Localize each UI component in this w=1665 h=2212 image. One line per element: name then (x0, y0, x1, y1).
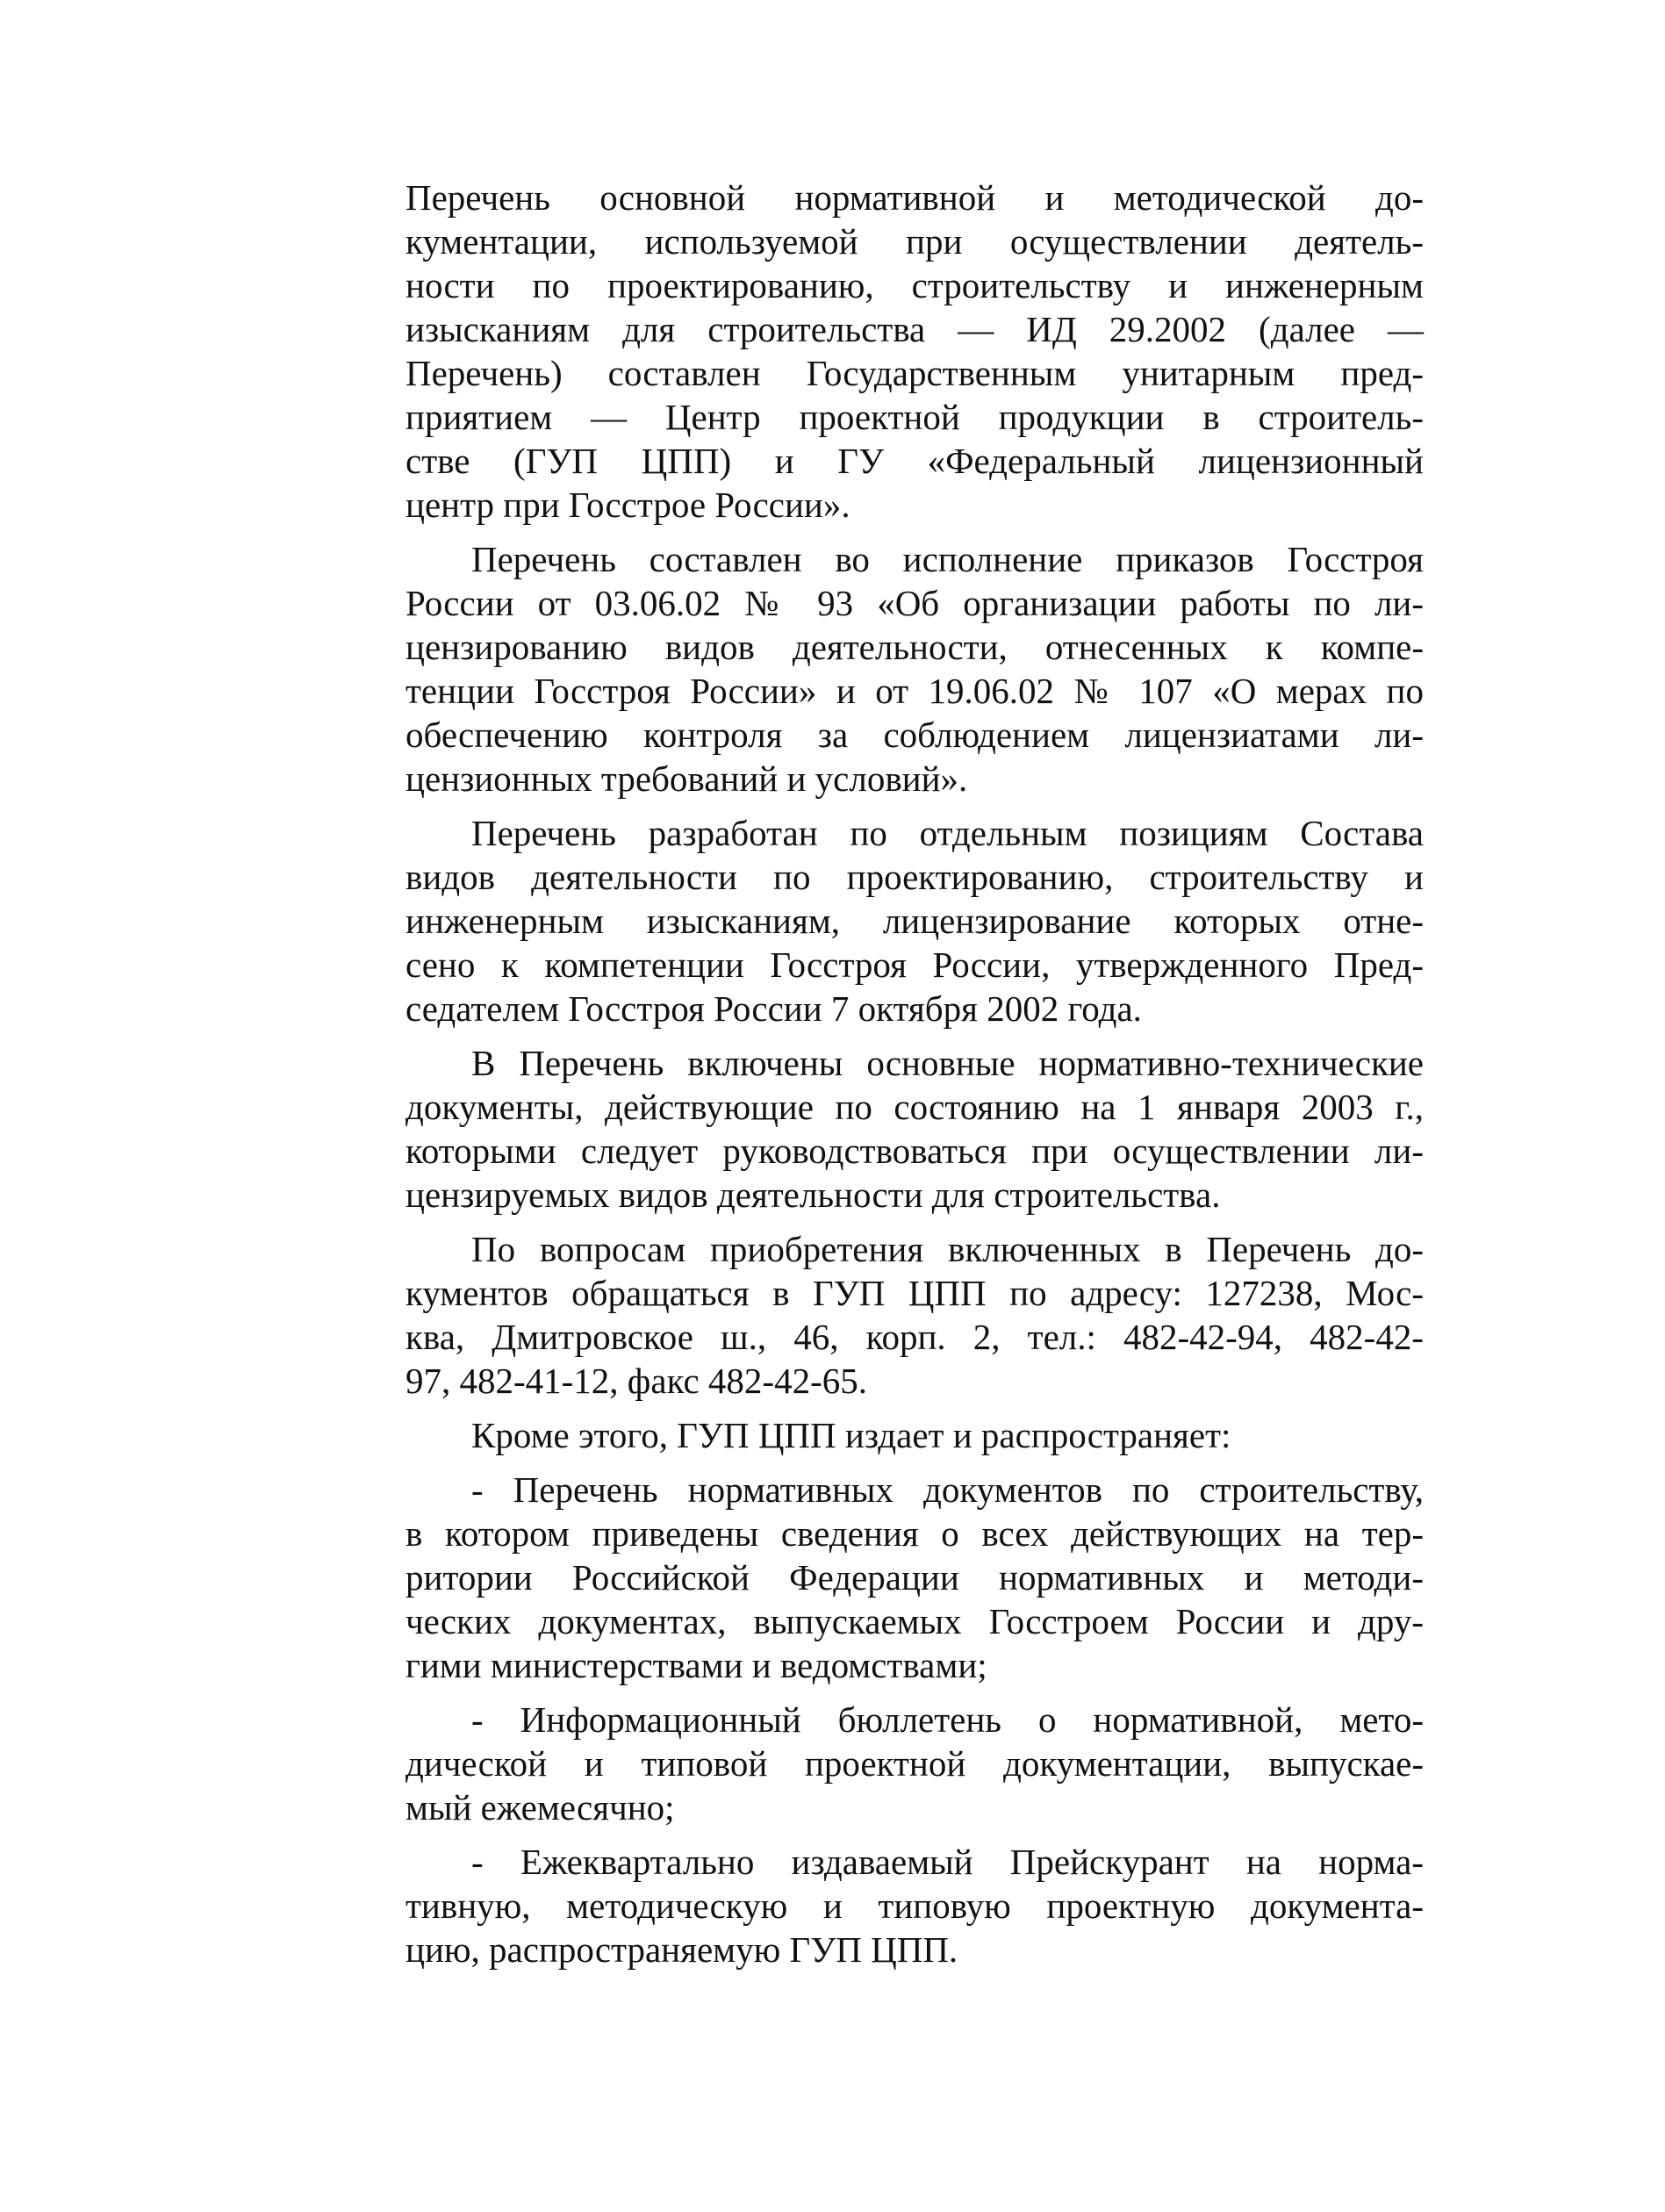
text-line: дической и типовой проектной документации, выпускае- (405, 1743, 1424, 1784)
text-line: Перечень) составлен Государственным унитарным пред- (405, 353, 1424, 393)
paragraph-3 (405, 811, 1424, 1031)
paragraph-8 (405, 1698, 1424, 1829)
paragraph-5 (405, 1227, 1424, 1403)
text-line: тивную, методическую и типовую проектную документа- (405, 1885, 1424, 1926)
text-line: цензионных требований и условий». (405, 758, 968, 799)
text-line: Перечень составлен во исполнение приказов Госстроя (471, 539, 1424, 579)
text-line: ритории Российской Федерации нормативных и методи- (405, 1557, 1424, 1598)
text-line: обеспечению контроля за соблюдением лицензиатами ли- (405, 715, 1424, 755)
text-line: инженерным изысканиям, лицензирование которых отне- (405, 901, 1424, 941)
text-line: седателем Госстроя России 7 октября 2002 года. (405, 988, 1142, 1029)
text-line: цию, распространяемую ГУП ЦПП. (405, 1929, 958, 1970)
text-line: Кроме этого, ГУП ЦПП издает и распространяет: (471, 1415, 1231, 1455)
text-line: изысканиям для строительства — ИД 29.2002 (далее — (405, 309, 1424, 349)
text-line: 97, 482-41-12, факс 482-42-65. (405, 1361, 867, 1401)
text-line: ности по проектированию, строительству и инженерным (405, 265, 1424, 305)
text-line: центр при Госстрое России». (405, 485, 850, 525)
text-line: документы, действующие по состоянию на 1 января 2003 г., (405, 1087, 1424, 1127)
paragraph-9 (405, 1840, 1424, 1971)
text-line: По вопросам приобретения включенных в Перечень до- (471, 1229, 1424, 1269)
text-line: - Информационный бюллетень о нормативной, мето- (471, 1699, 1424, 1740)
text-line: - Ежеквартально издаваемый Прейскурант на норма- (471, 1842, 1424, 1882)
text-line: приятием — Центр проектной продукции в строитель- (405, 397, 1424, 437)
text-line: гими министерствами и ведомствами; (405, 1645, 987, 1685)
text-line: цензируемых видов деятельности для строительства. (405, 1174, 1221, 1215)
text-line: ква, Дмитровское ш., 46, корп. 2, тел.: 482-42-94, 482-42- (405, 1317, 1424, 1357)
text-line: цензированию видов деятельности, отнесенных к компе- (405, 627, 1424, 667)
text-line: которыми следует руководствоваться при осуществлении ли- (405, 1131, 1424, 1171)
text-line: Перечень разработан по отдельным позициям Состава (471, 813, 1424, 853)
text-line: мый ежемесячно; (405, 1787, 675, 1828)
text-line: видов деятельности по проектированию, строительству и (405, 857, 1424, 897)
paragraph-2 (405, 537, 1424, 801)
paragraph-6 (405, 1413, 1424, 1457)
body-text (405, 176, 1424, 1982)
text-line: ческих документах, выпускаемых Госстроем России и дру- (405, 1601, 1424, 1641)
text-line: кументации, используемой при осуществлении деятель- (405, 221, 1424, 262)
text-line: кументов обращаться в ГУП ЦПП по адресу: 127238, Мос- (405, 1273, 1424, 1313)
text-line: - Перечень нормативных документов по строительству, (471, 1469, 1424, 1510)
text-line: В Перечень включены основные нормативно-технические (471, 1043, 1424, 1083)
text-line: сено к компетенции Госстроя России, утвержденного Пред- (405, 944, 1424, 985)
text-line: стве (ГУП ЦПП) и ГУ «Федеральный лицензионный (405, 441, 1424, 481)
paragraph-4 (405, 1041, 1424, 1217)
paragraph-1 (405, 176, 1424, 527)
text-line: в котором приведены сведения о всех действующих на тер- (405, 1513, 1424, 1554)
paragraph-7 (405, 1468, 1424, 1687)
text-line: Перечень основной нормативной и методической до- (405, 177, 1424, 218)
text-line: России от 03.06.02 № 93 «Об организации работы по ли- (405, 583, 1424, 623)
text-line: тенции Госстроя России» и от 19.06.02 № 107 «О мерах по (405, 671, 1424, 711)
